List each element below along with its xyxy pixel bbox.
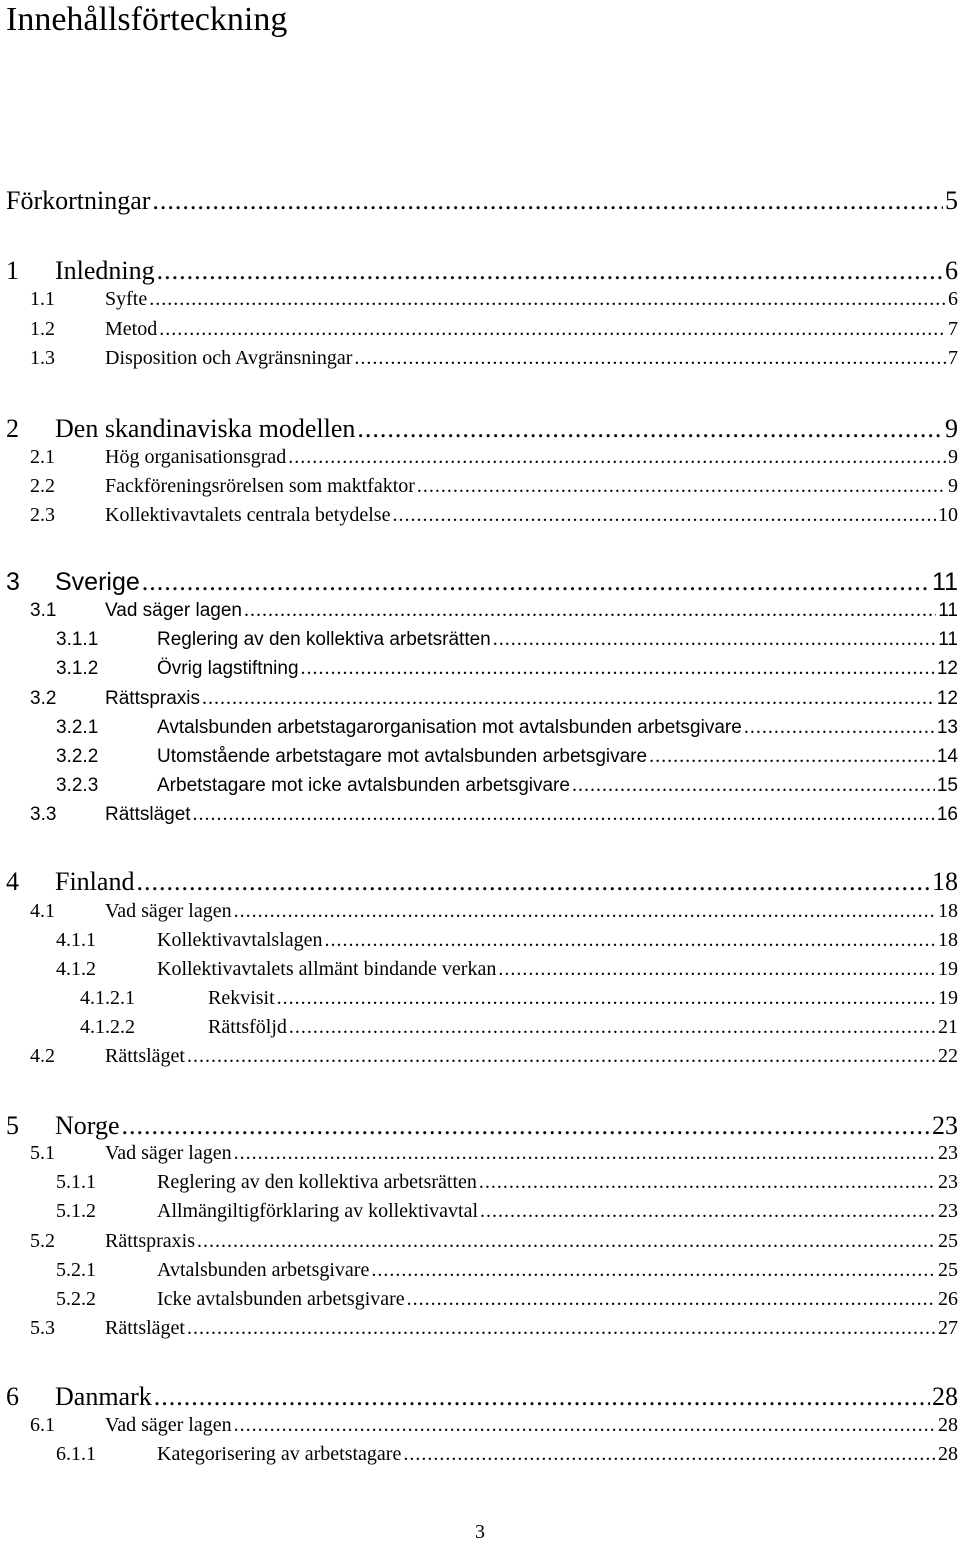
toc-entry-number: 5.2 [30,1230,55,1252]
toc-entry[interactable] [56,1169,958,1195]
toc-entry-page: 16 [936,804,958,825]
toc-entry-title: Övrig lagstiftning [157,658,299,679]
toc-entry-number: 1 [6,256,19,285]
toc-entry-number: 5.2.1 [56,1259,96,1281]
toc-entry-title: Förkortningar [6,186,151,215]
toc-entry[interactable] [56,1441,958,1467]
toc-entry[interactable] [30,502,958,528]
toc-entry[interactable] [30,316,958,342]
toc-entry-number: 4.1.2 [56,958,96,980]
toc-entry-page: 22 [938,1045,958,1067]
toc-leader-dots [493,626,937,652]
toc-entry-title: Sverige [55,568,140,596]
toc-entry-number: 2.2 [30,475,55,497]
toc-entry-page: 23 [938,1142,958,1164]
toc-leader-dots [187,1315,936,1341]
toc-entry-title: Vad säger lagen [105,900,232,922]
toc-entry[interactable] [80,985,958,1011]
toc-entry-page: 25 [938,1230,958,1252]
toc-entry[interactable] [30,801,958,828]
toc-entry-page: 18 [938,929,958,951]
toc-entry-title: Vad säger lagen [105,1414,232,1436]
toc-entry-number: 5 [6,1111,19,1140]
toc-entry[interactable] [30,444,958,470]
toc-entry-number: 3.2 [30,688,57,709]
toc-leader-dots [479,1169,936,1195]
toc-entry-title: Reglering av den kollektiva arbetsrätten [157,629,491,650]
toc-leader-dots [187,1043,936,1069]
toc-entry[interactable] [30,685,958,712]
toc-leader-dots [289,1014,936,1040]
toc-entry[interactable] [6,413,958,445]
toc-entry-number: 3.2.3 [56,775,99,796]
toc-entry-title: Danmark [55,1382,152,1411]
toc-entry-page: 28 [938,1443,958,1465]
toc-entry-title: Rättsläget [105,1317,185,1339]
toc-entry[interactable] [30,286,958,312]
toc-entry-page: 21 [938,1016,958,1038]
toc-entry-page: 19 [938,987,958,1009]
toc-entry[interactable] [6,185,958,217]
toc-entry-page: 23 [938,1171,958,1193]
toc-entry-number: 5.1.2 [56,1200,96,1222]
toc-leader-dots [157,255,943,287]
toc-entry-page: 11 [938,600,958,621]
toc-entry-page: 12 [936,658,958,679]
toc-entry-title: Den skandinaviska modellen [55,414,356,443]
toc-leader-dots [234,898,936,924]
toc-leader-dots [277,985,936,1011]
toc-entry-number: 3.2.1 [56,717,99,738]
toc-entry-page: 27 [938,1317,958,1339]
toc-leader-dots [159,316,946,342]
toc-leader-dots [122,1110,930,1142]
toc-entry-number: 3.1 [30,600,57,621]
toc-leader-dots [234,1412,936,1438]
toc-entry-title: Rättsläget [105,1045,185,1067]
toc-entry-title: Rättspraxis [105,688,201,709]
toc-leader-dots [403,1441,936,1467]
toc-entry-number: 4.1.2.2 [80,1016,135,1038]
toc-entry-title: Metod [105,318,158,340]
toc-leader-dots [498,956,936,982]
toc-entry-number: 1.3 [30,347,55,369]
toc-entry-title: Avtalsbunden arbetstagarorganisation mot avtalsbunden arbetsgivare [157,717,742,738]
toc-entry-page: 14 [936,746,958,767]
toc-entry-title: Vad säger lagen [105,1142,232,1164]
toc-entry[interactable] [56,927,958,953]
toc-entry[interactable] [30,597,958,624]
toc-entry[interactable] [30,898,958,924]
toc-leader-dots [572,772,935,798]
toc-entry-page: 5 [945,186,958,215]
toc-entry-title: Rättspraxis [105,1230,195,1252]
toc-entry-title: Rekvisit [208,987,275,1009]
toc-entry[interactable] [56,1198,958,1224]
toc-entry-number: 6 [6,1382,19,1411]
toc-entry-page: 7 [948,347,958,369]
toc-entry[interactable] [80,1014,958,1040]
toc-entry-title: Disposition och Avgränsningar [105,347,353,369]
toc-entry-number: 3.2.2 [56,746,99,767]
toc-leader-dots [649,743,935,769]
toc-entry[interactable] [30,473,958,499]
toc-leader-dots [354,345,946,371]
toc-entry-page: 28 [932,1382,958,1411]
toc-entry[interactable] [56,626,958,653]
toc-entry-title: Fackföreningsrörelsen som maktfaktor [105,475,415,497]
toc-entry-title: Syfte [105,288,148,310]
toc-entry-page: 6 [945,256,958,285]
toc-entry-number: 3.3 [30,804,57,825]
toc-entry-page: 23 [932,1111,958,1140]
toc-entry-number: 4.2 [30,1045,55,1067]
toc-entry-page: 6 [948,288,958,310]
toc-entry-page: 26 [938,1288,958,1310]
toc-entry-number: 5.2.2 [56,1288,96,1310]
toc-entry[interactable] [30,1140,958,1166]
toc-leader-dots [244,597,936,623]
toc-entry-page: 9 [945,414,958,443]
toc-entry-number: 1.2 [30,318,55,340]
toc-entry[interactable] [30,1228,958,1254]
toc-entry-page: 10 [938,504,958,526]
toc-entry[interactable] [6,255,958,287]
toc-entry-page: 7 [948,318,958,340]
page-number: 3 [475,1521,485,1543]
toc-entry-number: 4.1.2.1 [80,987,135,1009]
toc-entry-title: Norge [55,1111,120,1140]
toc-entry-page: 19 [938,958,958,980]
toc-leader-dots [149,286,946,312]
toc-entry-page: 11 [938,629,958,650]
toc-entry-page: 13 [936,717,958,738]
toc-leader-dots [202,685,935,711]
toc-leader-dots [142,566,930,598]
toc-leader-dots [152,185,943,217]
toc-entry-number: 2 [6,414,19,443]
toc-entry-number: 3.1.2 [56,658,99,679]
toc-entry-title: Allmängiltigförklaring av kollektivavtal [157,1200,479,1222]
toc-entry-title: Kategorisering av arbetstagare [157,1443,402,1465]
toc-entry-number: 3.1.1 [56,629,99,650]
toc-entry-title: Kollektivavtalets centrala betydelse [105,504,391,526]
toc-leader-dots [234,1140,936,1166]
toc-entry-number: 6.1.1 [56,1443,96,1465]
toc-entry[interactable] [30,1412,958,1438]
toc-leader-dots [154,1381,930,1413]
toc-entry[interactable] [6,566,958,598]
toc-entry[interactable] [30,1043,958,1069]
toc-entry[interactable] [56,772,958,799]
toc-entry[interactable] [6,866,958,898]
toc-entry-title: Avtalsbunden arbetsgivare [157,1259,370,1281]
toc-entry-page: 11 [932,568,958,596]
toc-entry-title: Reglering av den kollektiva arbetsrätten [157,1171,477,1193]
toc-entry-title: Vad säger lagen [105,600,242,621]
toc-entry-title: Rättsföljd [208,1016,287,1038]
toc-entry-page: 9 [948,446,958,468]
toc-entry-title: Kollektivavtalets allmänt bindande verkan [157,958,497,980]
toc-entry-page: 23 [938,1200,958,1222]
toc-entry[interactable] [6,1110,958,1142]
toc-entry[interactable] [56,655,958,682]
toc-entry-page: 25 [938,1259,958,1281]
toc-entry-title: Kollektivavtalslagen [157,929,323,951]
toc-entry-title: Icke avtalsbunden arbetsgivare [157,1288,405,1310]
toc-leader-dots [193,801,935,827]
toc-entry-page: 15 [936,775,958,796]
toc-leader-dots [357,413,943,445]
toc-entry-title: Finland [55,867,135,896]
toc-entry-number: 3 [6,568,20,596]
toc-entry-number: 4.1 [30,900,55,922]
toc-entry-number: 5.3 [30,1317,55,1339]
toc-entry-number: 2.3 [30,504,55,526]
toc-entry-number: 4.1.1 [56,929,96,951]
toc-entry[interactable] [30,345,958,371]
page-title: Innehållsförteckning [6,1,288,38]
toc-leader-dots [417,473,946,499]
toc-entry-number: 4 [6,867,19,896]
toc-entry[interactable] [56,714,958,741]
toc-entry-title: Inledning [55,256,155,285]
toc-entry[interactable] [56,1286,958,1312]
toc-entry-title: Arbetstagare mot icke avtalsbunden arbetsgivare [157,775,570,796]
toc-leader-dots [407,1286,936,1312]
toc-leader-dots [480,1198,936,1224]
toc-entry-number: 5.1 [30,1142,55,1164]
toc-leader-dots [392,502,936,528]
toc-entry[interactable] [56,1257,958,1283]
toc-entry-title: Rättsläget [105,804,191,825]
toc-leader-dots [301,655,935,681]
toc-leader-dots [744,714,935,740]
toc-entry[interactable] [6,1381,958,1413]
toc-entry-page: 18 [938,900,958,922]
toc-entry-page: 18 [932,867,958,896]
toc-entry-page: 9 [948,475,958,497]
toc-entry-title: Hög organisationsgrad [105,446,287,468]
toc-leader-dots [325,927,936,953]
toc-entry-number: 6.1 [30,1414,55,1436]
toc-leader-dots [371,1257,936,1283]
toc-entry[interactable] [56,956,958,982]
toc-entry[interactable] [56,743,958,770]
toc-leader-dots [197,1228,936,1254]
toc-entry[interactable] [30,1315,958,1341]
toc-entry-page: 28 [938,1414,958,1436]
toc-leader-dots [288,444,946,470]
toc-entry-number: 2.1 [30,446,55,468]
toc-entry-title: Utomstående arbetstagare mot avtalsbunden arbetsgivare [157,746,648,767]
toc-entry-number: 5.1.1 [56,1171,96,1193]
toc-entry-page: 12 [936,688,958,709]
toc-leader-dots [136,866,930,898]
toc-entry-number: 1.1 [30,288,55,310]
